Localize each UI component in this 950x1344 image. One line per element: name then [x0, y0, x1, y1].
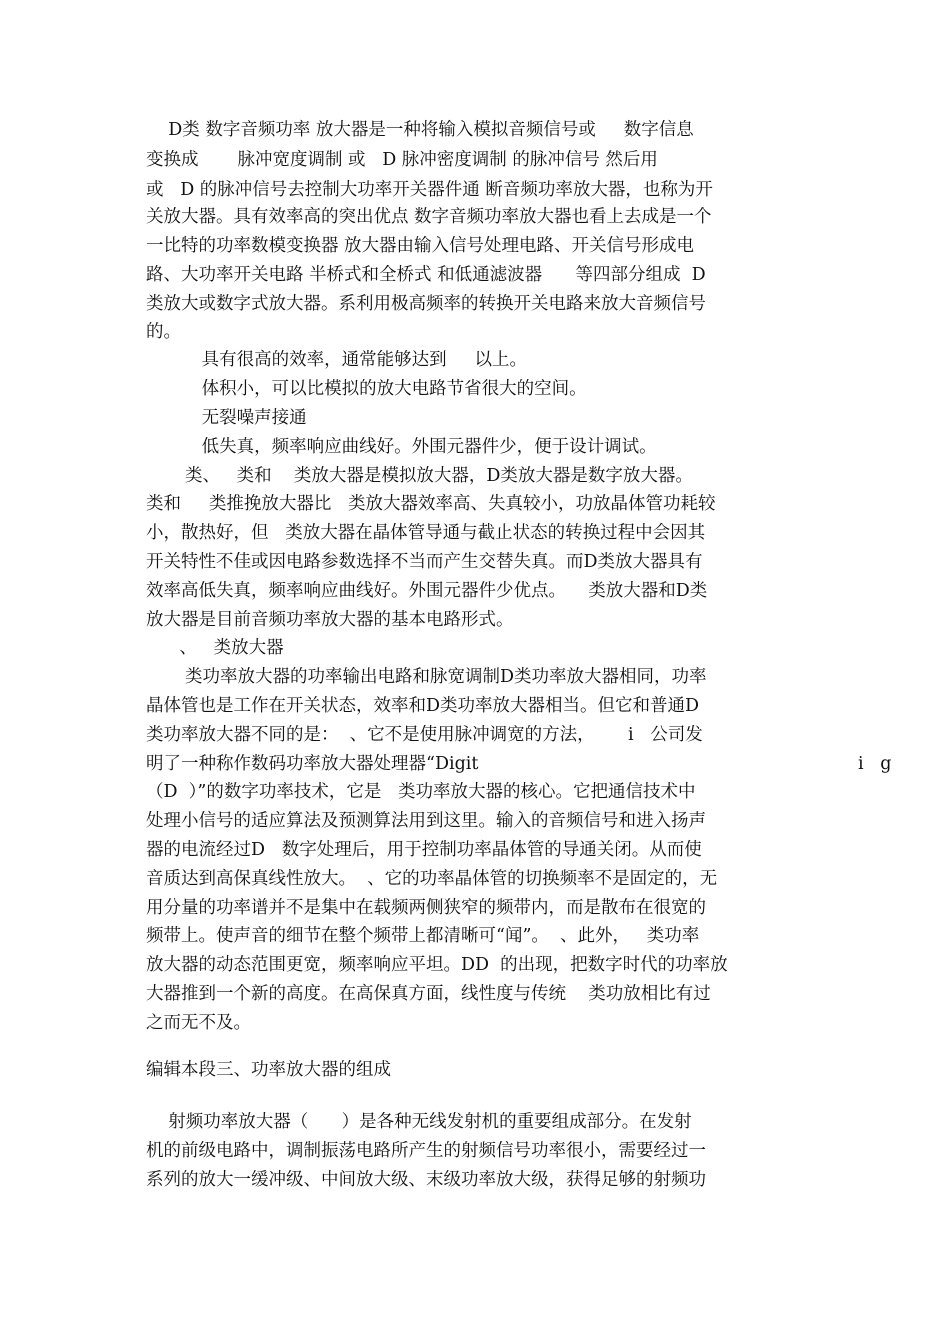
text-line: 器的电流经过D 数字处理后，用于控制功率晶体管的导通关闭。从而使	[146, 840, 702, 860]
text-line: 大器推到一个新的高度。在高保真方面，线性度与传统 类功放相比有过	[146, 984, 711, 1004]
section-heading: 编辑本段三、功率放大器的组成	[146, 1060, 391, 1080]
text-line: 路、大功率开关电路 半桥式和全桥式 和低通滤波器 等四部分组成 D	[146, 265, 706, 285]
text-line: 具有很高的效率，通常能够达到 以上。	[146, 350, 527, 370]
text-line: 机的前级电路中，调制振荡电路所产生的射频信号功率很小，需要经过一	[146, 1141, 706, 1161]
text-line: 或 D 的脉冲信号去控制大功率开关器件通 断音频功率放大器，也称为开	[146, 180, 713, 200]
text-line: 类、 类和 类放大器是模拟放大器，D类放大器是数字放大器。	[146, 466, 693, 486]
text-line: 类放大或数字式放大器。系利用极高频率的转换开关电路来放大音频信号	[146, 294, 706, 314]
text-line: 放大器是目前音频功率放大器的基本电路形式。	[146, 610, 514, 630]
text-line: 类功率放大器的功率输出电路和脉宽调制D类功率放大器相同，功率	[146, 667, 707, 687]
text-line: 的。	[146, 322, 181, 342]
text-line: 低失真，频率响应曲线好。外围元器件少，便于设计调试。	[146, 437, 657, 457]
text-line: 效率高低失真，频率响应曲线好。外围元器件少优点。 类放大器和D类	[146, 581, 708, 601]
text-line: 类功率放大器不同的是： 、它不是使用脉冲调宽的方法， i 公司发	[146, 725, 703, 745]
text-line: 体积小，可以比模拟的放大电路节省很大的空间。	[146, 379, 587, 399]
text-line: 小，散热好，但 类放大器在晶体管导通与截止状态的转换过程中会因其	[146, 523, 706, 543]
text-line: 关放大器。具有效率高的突出优点 数字音频功率放大器也看上去成是一个	[146, 207, 712, 227]
text-line: 一比特的功率数模变换器 放大器由输入信号处理电路、开关信号形成电	[146, 236, 695, 256]
stray-text: i g	[858, 754, 892, 774]
text-line: 频带上。使声音的细节在整个频带上都清晰可“闻”。 、此外， 类功率	[146, 926, 700, 946]
text-line: 之而无不及。	[146, 1013, 251, 1033]
text-line: 系列的放大一缓冲级、中间放大级、末级功率放大级，获得足够的射频功	[146, 1170, 706, 1190]
text-line: 变换成 脉冲宽度调制 或 D 脉冲密度调制 的脉冲信号 然后用	[146, 150, 658, 170]
text-line: （D ）”的数字功率技术，它是 类功率放大器的核心。它把通信技术中	[146, 782, 696, 802]
text-line: 处理小信号的适应算法及预测算法用到这里。输入的音频信号和进入扬声	[146, 811, 706, 831]
text-line: 音质达到高保真线性放大。 、它的功率晶体管的切换频率不是固定的，无	[146, 869, 718, 889]
text-line: 放大器的动态范围更宽，频率响应平坦。DD 的出现，把数字时代的功率放	[146, 955, 728, 975]
text-line: 晶体管也是工作在开关状态，效率和D类功率放大器相当。但它和普通D	[146, 696, 700, 716]
section-heading: 、 类放大器	[146, 638, 284, 658]
text-line: 无裂噪声接通	[146, 408, 307, 428]
text-line: 开关特性不佳或因电路参数选择不当而产生交替失真。而D类放大器具有	[146, 552, 703, 572]
text-line: 明了一种称作数码功率放大器处理器“Digit	[146, 754, 479, 774]
text-line: 类和 类推挽放大器比 类放大器效率高、失真较小，功放晶体管功耗较	[146, 494, 716, 514]
text-line: 射频功率放大器（ ）是各种无线发射机的重要组成部分。在发射	[146, 1112, 692, 1132]
text-line: 用分量的功率谱并不是集中在载频两侧狭窄的频带内，而是散布在很宽的	[146, 898, 706, 918]
text-line: D类 数字音频功率 放大器是一种将输入模拟音频信号或 数字信息	[146, 120, 694, 140]
